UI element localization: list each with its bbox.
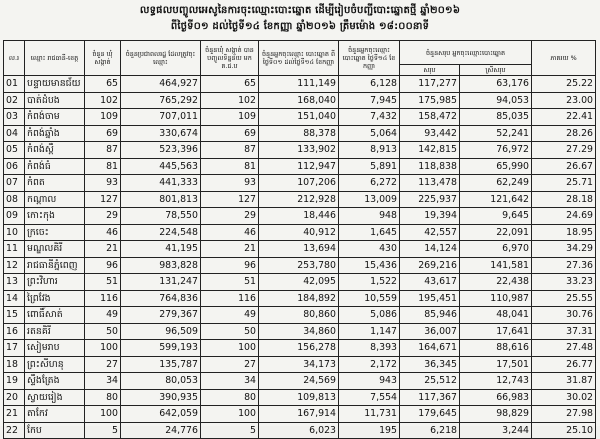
- cell-eligible: 765,292: [121, 92, 201, 109]
- cell-province: ពោធិ៍សាត់: [25, 307, 85, 324]
- cell-registered-today: 948: [339, 208, 400, 225]
- cell-no: 11: [4, 241, 25, 258]
- cell-eligible: 642,059: [121, 406, 201, 423]
- cell-female: 110,987: [460, 290, 532, 307]
- cell-registered-today: 7,432: [339, 109, 400, 126]
- cell-total: 19,394: [400, 208, 460, 225]
- cell-total: 36,007: [400, 323, 460, 340]
- cell-percent: 24.69: [532, 208, 596, 225]
- table-row: [4, 323, 596, 340]
- cell-communes-entered: 49: [201, 307, 259, 324]
- cell-percent: 27.36: [532, 257, 596, 274]
- header-communes: ចំនួន ឃុំ សង្កាត់: [85, 41, 121, 76]
- cell-total: 113,478: [400, 175, 460, 192]
- cell-eligible: 41,195: [121, 241, 201, 258]
- cell-communes: 100: [85, 340, 121, 357]
- cell-registered: 18,446: [259, 208, 339, 225]
- table-row: [4, 125, 596, 142]
- cell-female: 48,041: [460, 307, 532, 324]
- header-total-all: សរុប: [400, 65, 460, 76]
- cell-female: 121,642: [460, 191, 532, 208]
- cell-province: កែប: [25, 422, 85, 439]
- cell-communes: 87: [85, 142, 121, 159]
- cell-registered: 6,023: [259, 422, 339, 439]
- cell-communes-entered: 127: [201, 191, 259, 208]
- cell-province: មណ្ឌលគិរី: [25, 241, 85, 258]
- header-registered: ចំនួនអ្នកចុះឈ្មោះ បោះឆ្នោត ពីថ្ងៃទី០១ ដល់ថ្ងៃទី១៤ ខែកញ្ញា: [259, 41, 339, 76]
- cell-registered-today: 943: [339, 373, 400, 390]
- cell-percent: 26.77: [532, 356, 596, 373]
- header-eligible: ចំនួនប្រជាពលរដ្ឋ ដែលត្រូវចុះឈ្មោះ: [121, 41, 201, 76]
- cell-total: 158,472: [400, 109, 460, 126]
- cell-province: រាជធានីភ្នំពេញ: [25, 257, 85, 274]
- cell-percent: 27.98: [532, 406, 596, 423]
- cell-registered: 80,860: [259, 307, 339, 324]
- cell-female: 76,972: [460, 142, 532, 159]
- cell-total: 14,124: [400, 241, 460, 258]
- cell-total: 179,645: [400, 406, 460, 423]
- cell-communes-entered: 34: [201, 373, 259, 390]
- cell-no: 18: [4, 356, 25, 373]
- cell-communes: 102: [85, 92, 121, 109]
- cell-province: សៀមរាប: [25, 340, 85, 357]
- cell-province: កំពត: [25, 175, 85, 192]
- cell-province: កំពង់ឆ្នាំង: [25, 125, 85, 142]
- cell-percent: 25.71: [532, 175, 596, 192]
- cell-communes: 34: [85, 373, 121, 390]
- cell-province: កោះកុង: [25, 208, 85, 225]
- cell-communes: 65: [85, 76, 121, 93]
- cell-percent: 28.26: [532, 125, 596, 142]
- cell-registered-today: 195: [339, 422, 400, 439]
- cell-eligible: 78,550: [121, 208, 201, 225]
- cell-registered: 42,095: [259, 274, 339, 291]
- cell-registered-today: 7,554: [339, 389, 400, 406]
- cell-registered-today: 2,172: [339, 356, 400, 373]
- cell-communes: 5: [85, 422, 121, 439]
- cell-registered-today: 1,147: [339, 323, 400, 340]
- table-row: [4, 422, 596, 439]
- cell-percent: 27.48: [532, 340, 596, 357]
- table-row: [4, 241, 596, 258]
- cell-communes: 46: [85, 224, 121, 241]
- cell-female: 12,743: [460, 373, 532, 390]
- cell-percent: 28.18: [532, 191, 596, 208]
- cell-communes-entered: 46: [201, 224, 259, 241]
- cell-no: 19: [4, 373, 25, 390]
- cell-total: 6,218: [400, 422, 460, 439]
- cell-female: 17,641: [460, 323, 532, 340]
- cell-eligible: 135,787: [121, 356, 201, 373]
- cell-communes: 21: [85, 241, 121, 258]
- cell-total: 117,367: [400, 389, 460, 406]
- cell-total: 117,277: [400, 76, 460, 93]
- cell-female: 3,244: [460, 422, 532, 439]
- cell-communes-entered: 51: [201, 274, 259, 291]
- cell-female: 88,616: [460, 340, 532, 357]
- cell-communes-entered: 21: [201, 241, 259, 258]
- cell-no: 20: [4, 389, 25, 406]
- cell-percent: 37.31: [532, 323, 596, 340]
- cell-no: 03: [4, 109, 25, 126]
- table-row: [4, 340, 596, 357]
- registration-table: [3, 40, 596, 439]
- table-row: [4, 142, 596, 159]
- cell-no: 12: [4, 257, 25, 274]
- cell-total: 42,557: [400, 224, 460, 241]
- cell-total: 164,671: [400, 340, 460, 357]
- cell-communes: 29: [85, 208, 121, 225]
- cell-percent: 31.87: [532, 373, 596, 390]
- cell-communes-entered: 81: [201, 158, 259, 175]
- table-row: [4, 76, 596, 93]
- cell-communes: 50: [85, 323, 121, 340]
- header-province: ឈ្មោះ រាជធានី-ខេត្ត: [25, 41, 85, 76]
- table-row: [4, 406, 596, 423]
- cell-communes-entered: 116: [201, 290, 259, 307]
- cell-registered-today: 1,522: [339, 274, 400, 291]
- cell-percent: 23.00: [532, 92, 596, 109]
- cell-eligible: 464,927: [121, 76, 201, 93]
- cell-registered-today: 7,945: [339, 92, 400, 109]
- cell-no: 05: [4, 142, 25, 159]
- cell-no: 16: [4, 323, 25, 340]
- table-row: [4, 175, 596, 192]
- cell-communes: 49: [85, 307, 121, 324]
- cell-province: តាកែវ: [25, 406, 85, 423]
- cell-total: 225,937: [400, 191, 460, 208]
- cell-no: 21: [4, 406, 25, 423]
- cell-eligible: 599,193: [121, 340, 201, 357]
- cell-communes-entered: 27: [201, 356, 259, 373]
- cell-no: 09: [4, 208, 25, 225]
- cell-female: 52,241: [460, 125, 532, 142]
- cell-no: 15: [4, 307, 25, 324]
- cell-eligible: 24,776: [121, 422, 201, 439]
- cell-registered: 212,928: [259, 191, 339, 208]
- cell-female: 141,581: [460, 257, 532, 274]
- cell-total: 195,451: [400, 290, 460, 307]
- cell-female: 98,829: [460, 406, 532, 423]
- cell-eligible: 279,367: [121, 307, 201, 324]
- cell-registered-today: 8,393: [339, 340, 400, 357]
- cell-female: 9,645: [460, 208, 532, 225]
- cell-registered-today: 5,891: [339, 158, 400, 175]
- cell-registered: 112,947: [259, 158, 339, 175]
- cell-percent: 30.76: [532, 307, 596, 324]
- table-row: [4, 92, 596, 109]
- cell-total: 142,815: [400, 142, 460, 159]
- cell-no: 08: [4, 191, 25, 208]
- cell-no: 07: [4, 175, 25, 192]
- cell-registered-today: 11,731: [339, 406, 400, 423]
- cell-communes-entered: 65: [201, 76, 259, 93]
- cell-total: 25,512: [400, 373, 460, 390]
- cell-total: 93,442: [400, 125, 460, 142]
- cell-communes-entered: 93: [201, 175, 259, 192]
- cell-female: 22,091: [460, 224, 532, 241]
- cell-no: 22: [4, 422, 25, 439]
- cell-female: 63,176: [460, 76, 532, 93]
- cell-communes-entered: 69: [201, 125, 259, 142]
- table-row: [4, 373, 596, 390]
- document-subtitle: ពីថ្ងៃទី០១ ដល់ថ្ងៃទី១៤ ខែកញ្ញា ឆ្នាំ២០១៦ ត្រឹមម៉ោង ១៨:០០នាទី: [170, 21, 430, 32]
- cell-province: ស្ទឹងត្រែង: [25, 373, 85, 390]
- cell-registered: 109,813: [259, 389, 339, 406]
- cell-province: ព្រះសីហនុ: [25, 356, 85, 373]
- cell-eligible: 441,333: [121, 175, 201, 192]
- cell-province: ព្រះវិហារ: [25, 274, 85, 291]
- cell-communes: 109: [85, 109, 121, 126]
- table-row: [4, 191, 596, 208]
- cell-percent: 27.29: [532, 142, 596, 159]
- cell-total: 43,617: [400, 274, 460, 291]
- table-row: [4, 290, 596, 307]
- cell-percent: 33.23: [532, 274, 596, 291]
- cell-eligible: 523,396: [121, 142, 201, 159]
- cell-no: 06: [4, 158, 25, 175]
- cell-province: កំពង់ធំ: [25, 158, 85, 175]
- table-row: [4, 158, 596, 175]
- cell-communes: 27: [85, 356, 121, 373]
- cell-eligible: 445,563: [121, 158, 201, 175]
- header-percent: ភាគរយ %: [532, 41, 596, 76]
- cell-percent: 34.29: [532, 241, 596, 258]
- cell-registered: 111,149: [259, 76, 339, 93]
- table-row: [4, 208, 596, 225]
- cell-percent: 18.95: [532, 224, 596, 241]
- cell-eligible: 707,011: [121, 109, 201, 126]
- cell-communes-entered: 100: [201, 340, 259, 357]
- cell-communes-entered: 87: [201, 142, 259, 159]
- cell-registered: 168,040: [259, 92, 339, 109]
- header-female: ស្រីសរុប: [460, 65, 532, 76]
- cell-communes-entered: 5: [201, 422, 259, 439]
- cell-province: ក្រចេះ: [25, 224, 85, 241]
- cell-total: 269,216: [400, 257, 460, 274]
- cell-eligible: 80,053: [121, 373, 201, 390]
- table-row: [4, 257, 596, 274]
- cell-female: 17,501: [460, 356, 532, 373]
- cell-registered-today: 15,436: [339, 257, 400, 274]
- cell-no: 02: [4, 92, 25, 109]
- cell-communes: 69: [85, 125, 121, 142]
- cell-total: 118,838: [400, 158, 460, 175]
- cell-registered: 167,914: [259, 406, 339, 423]
- cell-registered-today: 430: [339, 241, 400, 258]
- cell-registered-today: 13,009: [339, 191, 400, 208]
- table-row: [4, 356, 596, 373]
- cell-eligible: 801,813: [121, 191, 201, 208]
- cell-province: កំពង់ចាម: [25, 109, 85, 126]
- cell-registered: 107,206: [259, 175, 339, 192]
- cell-registered-today: 1,645: [339, 224, 400, 241]
- cell-percent: 22.41: [532, 109, 596, 126]
- cell-registered: 156,278: [259, 340, 339, 357]
- cell-registered: 184,892: [259, 290, 339, 307]
- cell-female: 6,970: [460, 241, 532, 258]
- cell-communes-entered: 50: [201, 323, 259, 340]
- table-row: [4, 307, 596, 324]
- cell-eligible: 330,674: [121, 125, 201, 142]
- cell-province: បាត់ដំបង: [25, 92, 85, 109]
- table-row: [4, 274, 596, 291]
- cell-communes-entered: 100: [201, 406, 259, 423]
- cell-female: 94,053: [460, 92, 532, 109]
- table-body: [4, 76, 596, 439]
- cell-no: 04: [4, 125, 25, 142]
- header-total-group: ចំនួនសរុប អ្នកចុះឈ្មោះបោះឆ្នោត: [400, 41, 532, 65]
- cell-communes: 100: [85, 406, 121, 423]
- cell-registered: 253,780: [259, 257, 339, 274]
- cell-province: រតនគិរី: [25, 323, 85, 340]
- cell-registered: 13,694: [259, 241, 339, 258]
- cell-no: 14: [4, 290, 25, 307]
- cell-percent: 26.67: [532, 158, 596, 175]
- cell-eligible: 224,548: [121, 224, 201, 241]
- cell-no: 13: [4, 274, 25, 291]
- cell-eligible: 96,509: [121, 323, 201, 340]
- table-row: [4, 224, 596, 241]
- cell-registered: 88,378: [259, 125, 339, 142]
- header-registered-today: ចំនួនអ្នកចុះឈ្មោះ បោះឆ្នោត ថ្ងៃទី១៤ ខែកញ្ញា: [339, 41, 400, 76]
- cell-percent: 25.55: [532, 290, 596, 307]
- cell-province: ស្វាយរៀង: [25, 389, 85, 406]
- header-no: ល.រ: [4, 41, 25, 76]
- cell-percent: 30.02: [532, 389, 596, 406]
- cell-female: 85,035: [460, 109, 532, 126]
- cell-communes-entered: 80: [201, 389, 259, 406]
- cell-eligible: 131,247: [121, 274, 201, 291]
- cell-registered-today: 6,272: [339, 175, 400, 192]
- cell-total: 175,985: [400, 92, 460, 109]
- cell-communes: 51: [85, 274, 121, 291]
- cell-female: 65,990: [460, 158, 532, 175]
- cell-communes: 127: [85, 191, 121, 208]
- cell-percent: 25.10: [532, 422, 596, 439]
- cell-communes-entered: 102: [201, 92, 259, 109]
- cell-registered: 133,902: [259, 142, 339, 159]
- cell-registered-today: 5,064: [339, 125, 400, 142]
- cell-communes: 116: [85, 290, 121, 307]
- cell-eligible: 390,935: [121, 389, 201, 406]
- cell-communes: 96: [85, 257, 121, 274]
- cell-eligible: 983,828: [121, 257, 201, 274]
- cell-province: ព្រៃវែង: [25, 290, 85, 307]
- cell-communes-entered: 109: [201, 109, 259, 126]
- cell-province: បន្ទាយមានជ័យ: [25, 76, 85, 93]
- cell-registered-today: 8,913: [339, 142, 400, 159]
- cell-registered: 34,173: [259, 356, 339, 373]
- cell-province: កំពង់ស្ពឺ: [25, 142, 85, 159]
- cell-total: 36,345: [400, 356, 460, 373]
- cell-no: 01: [4, 76, 25, 93]
- cell-communes: 93: [85, 175, 121, 192]
- cell-female: 62,249: [460, 175, 532, 192]
- header-communes-entered: ចំនួនឃុំ សង្កាត់ បានបញ្ចូលទិន្នន័យ មក គ.ជ.ប: [201, 41, 259, 76]
- cell-female: 22,438: [460, 274, 532, 291]
- cell-communes-entered: 29: [201, 208, 259, 225]
- cell-communes: 80: [85, 389, 121, 406]
- cell-no: 10: [4, 224, 25, 241]
- cell-registered: 151,040: [259, 109, 339, 126]
- cell-registered: 34,860: [259, 323, 339, 340]
- document-title: លទ្ធផលបញ្ចូលអេសូនៃការចុះឈ្មោះបោះឆ្នោត ដើម្បីរៀបចំបញ្ជីបោះឆ្នោតថ្មី ឆ្នាំ២០១៦: [139, 5, 461, 16]
- cell-communes-entered: 96: [201, 257, 259, 274]
- cell-communes: 81: [85, 158, 121, 175]
- cell-registered-today: 6,128: [339, 76, 400, 93]
- cell-total: 85,946: [400, 307, 460, 324]
- cell-eligible: 764,836: [121, 290, 201, 307]
- cell-province: កណ្ដាល: [25, 191, 85, 208]
- table-row: [4, 389, 596, 406]
- cell-registered-today: 5,086: [339, 307, 400, 324]
- cell-registered: 24,569: [259, 373, 339, 390]
- cell-percent: 25.22: [532, 76, 596, 93]
- cell-no: 17: [4, 340, 25, 357]
- cell-female: 66,983: [460, 389, 532, 406]
- cell-registered: 40,912: [259, 224, 339, 241]
- cell-registered-today: 10,559: [339, 290, 400, 307]
- table-row: [4, 109, 596, 126]
